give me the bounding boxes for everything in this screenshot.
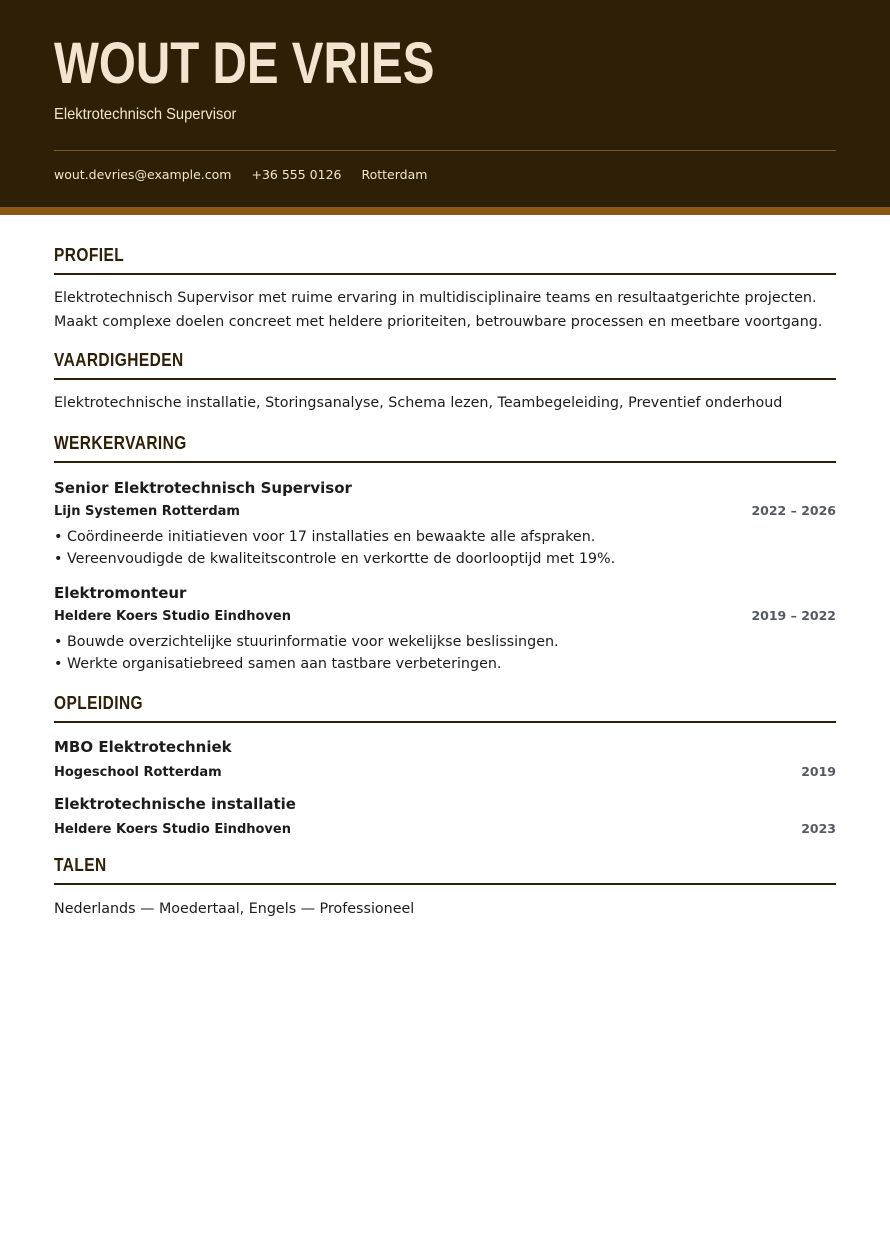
job-meta <box>54 608 836 624</box>
contact-email[interactable]: wout.devries@example.com <box>54 167 232 182</box>
contact-phone[interactable]: +36 555 0126 <box>251 167 342 182</box>
job-bullet: • Werkte organisatiebreed samen aan tastbare verbeteringen. <box>54 656 502 672</box>
job-dates: 2022 – 2026 <box>751 503 836 518</box>
candidate-name: WOUT DE VRIES <box>54 31 435 96</box>
section-title-education: OPLEIDING <box>54 693 836 723</box>
languages-section <box>54 855 836 921</box>
education-meta <box>54 821 836 837</box>
resume-body <box>0 245 890 921</box>
contact-info <box>54 167 427 182</box>
education-entry <box>54 738 836 780</box>
job-dates: 2019 – 2022 <box>751 608 836 623</box>
header-divider <box>54 150 836 151</box>
languages-text: Nederlands — Moedertaal, Engels — Professioneel <box>54 901 415 917</box>
profile-section <box>54 245 836 334</box>
resume-header <box>0 0 890 207</box>
school-name: Hogeschool Rotterdam <box>54 765 222 780</box>
skills-section <box>54 350 836 415</box>
job-entry <box>54 584 836 675</box>
section-title-languages: TALEN <box>54 855 836 885</box>
section-title-experience: WERKERVARING <box>54 433 836 463</box>
job-meta <box>54 503 836 519</box>
job-bullets <box>54 631 836 675</box>
education-entry <box>54 795 836 837</box>
education-section <box>54 693 836 837</box>
school-name: Heldere Koers Studio Eindhoven <box>54 822 291 837</box>
job-bullet: • Bouwde overzichtelijke stuurinformatie voor wekelijkse beslissingen. <box>54 634 559 650</box>
profile-text: Elektrotechnisch Supervisor met ruime ervaring in multidisciplinaire teams en resultaatgerichte projecten. Maakt complexe doelen concreet met heldere prioriteiten, betrouwbare processen en meetbare voortgang. <box>54 290 823 330</box>
job-bullets <box>54 526 836 570</box>
job-title: Elektromonteur <box>54 584 187 602</box>
job-entry <box>54 479 836 570</box>
job-company: Lijn Systemen Rotterdam <box>54 504 240 519</box>
contact-city: Rotterdam <box>361 167 428 182</box>
job-company: Heldere Koers Studio Eindhoven <box>54 609 291 624</box>
degree-title: Elektrotechnische installatie <box>54 795 296 813</box>
degree-title: MBO Elektrotechniek <box>54 738 232 756</box>
job-bullet: • Coördineerde initiatieven voor 17 installaties en bewaakte alle afspraken. <box>54 529 596 545</box>
education-year: 2023 <box>801 821 836 836</box>
job-title: Senior Elektrotechnisch Supervisor <box>54 479 352 497</box>
experience-section <box>54 433 836 675</box>
education-year: 2019 <box>801 764 836 779</box>
section-title-profile: PROFIEL <box>54 245 836 275</box>
job-bullet: • Vereenvoudigde de kwaliteitscontrole en verkortte de doorlooptijd met 19%. <box>54 551 616 567</box>
section-title-skills: VAARDIGHEDEN <box>54 350 836 380</box>
skills-text: Elektrotechnische installatie, Storingsanalyse, Schema lezen, Teambegeleiding, Preventief onderhoud <box>54 395 783 411</box>
education-meta <box>54 764 836 780</box>
candidate-role: Elektrotechnisch Supervisor <box>54 106 237 123</box>
header-accent-bar <box>0 207 890 215</box>
